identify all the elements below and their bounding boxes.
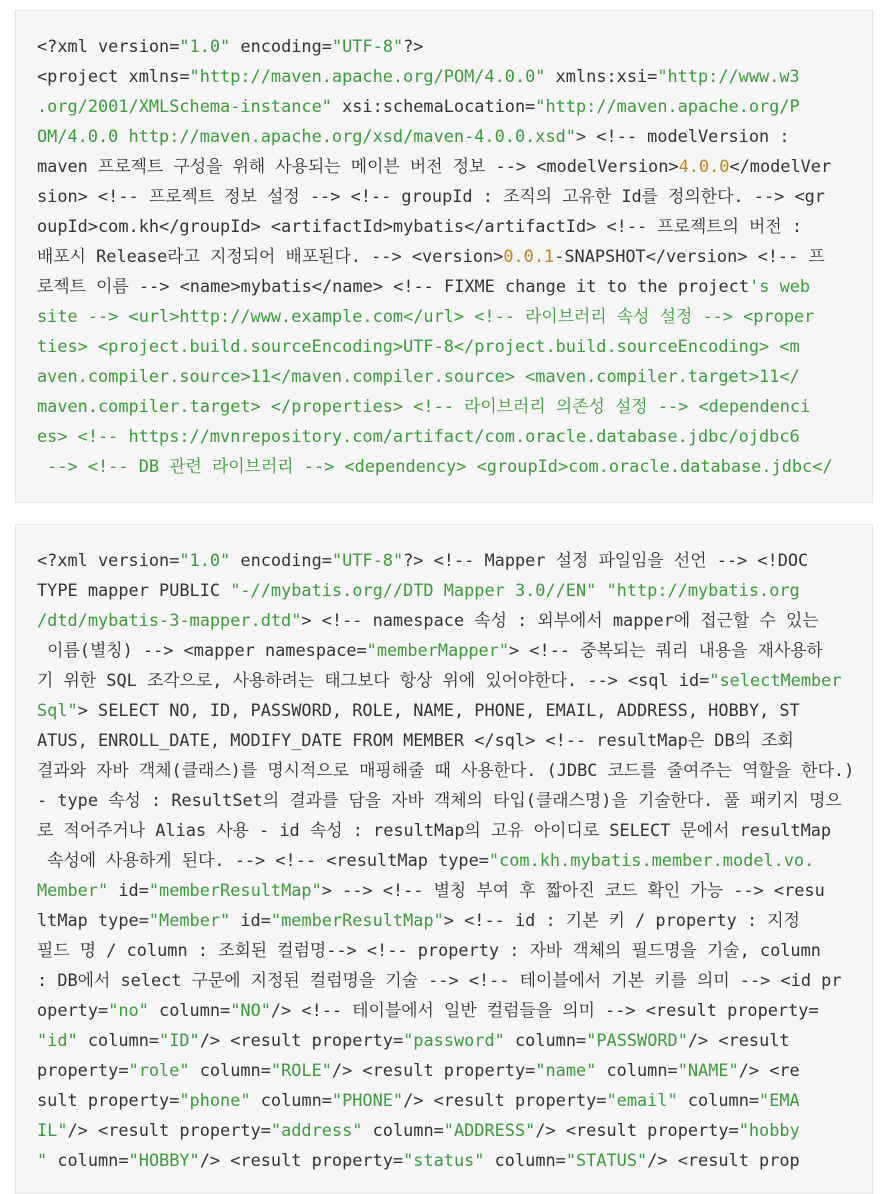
string-token: "id" [37, 1030, 78, 1050]
string-token: "ROLE" [270, 1060, 332, 1080]
code-line [37, 670, 842, 690]
string-token: "NAME" [677, 1060, 739, 1080]
string-token: "http://www.w3 [657, 66, 800, 86]
code-line [37, 820, 831, 840]
code-line [37, 1120, 800, 1140]
code-text [16, 11, 872, 481]
code-token: /> <result [687, 1030, 790, 1050]
code-token: ?> [403, 36, 424, 56]
code-token: operty= [37, 1000, 109, 1020]
code-token: ?> <!-- Mapper 설정 파일임을 선언 --> <!DOC [403, 550, 809, 570]
string-token: "Member" [148, 910, 231, 930]
code-line [37, 1090, 800, 1110]
code-token: sult property= [37, 1090, 180, 1110]
code-token: encoding= [230, 550, 332, 570]
code-token: encoding= [230, 36, 332, 56]
code-token: 기 위한 SQL 조각으로, 사용하려는 태그보다 항상 위에 있어야한다. --> <sql id= [37, 670, 710, 690]
code-token: 결과와 자바 객체(클래스)를 명시적으로 매핑해줄 때 사용한다. (JDBC 코드를 줄여주는 역할을 한다.) [37, 760, 855, 780]
string-token: "UTF-8" [331, 36, 404, 56]
string-token: "email" [606, 1090, 678, 1110]
code-line [37, 910, 800, 930]
string-token: ties> <project.build.sourceEncoding>UTF-8</project.build.sourceEncoding> <m [37, 336, 800, 356]
code-line [37, 880, 825, 900]
code-token: <?xml version= [37, 550, 180, 570]
code-token: 필드 명 / column : 조회된 컬럼명--> <!-- property : 자바 객체의 필드명을 기술, column [37, 940, 821, 960]
string-token: " [37, 1150, 48, 1170]
code-line [37, 1000, 819, 1020]
string-token: "address" [270, 1120, 363, 1140]
code-token: : DB에서 select 구문에 지정된 컬럼명을 기술 --> <!-- 테이블에서 기본 키를 의미 --> <id pr [37, 970, 842, 990]
string-token: "phone" [179, 1090, 251, 1110]
string-token: "EMA [759, 1090, 800, 1110]
string-token: "ID" [159, 1030, 200, 1050]
code-token: /> <result property= [199, 1030, 404, 1050]
string-token: "NO" [230, 1000, 271, 1020]
code-token: sion> <!-- 프로젝트 정보 설정 --> <!-- groupId : 조직의 고유한 Id를 정의한다. --> <gr [37, 186, 825, 206]
code-token: column= [189, 1060, 271, 1080]
string-token: "name" [535, 1060, 597, 1080]
code-line [37, 850, 814, 870]
string-token: "no" [108, 1000, 149, 1020]
string-token: "memberResultMap" [148, 880, 322, 900]
code-token: /> <result property= [403, 1090, 607, 1110]
string-token: site --> <url>http://www.example.com</url> <!-- 라이브러리 속성 설정 --> <proper [37, 306, 815, 326]
string-token: "ADDRESS" [443, 1120, 536, 1140]
code-line [37, 1060, 800, 1080]
code-token: /> <result property= [331, 1060, 536, 1080]
string-token: "hobby [738, 1120, 800, 1140]
code-line [37, 96, 800, 116]
code-token: column= [484, 1150, 566, 1170]
string-token: "PHONE" [331, 1090, 404, 1110]
code-token: 로 적어주거나 Alias 사용 - id 속성 : resultMap의 고유 아이디로 SELECT 문에서 resultMap [37, 820, 832, 840]
code-block-pom-xml [15, 10, 873, 503]
code-token: column= [77, 1030, 160, 1050]
string-token: "password" [403, 1030, 505, 1050]
code-line [37, 426, 800, 446]
code-token: column= [504, 1030, 587, 1050]
string-token: "status" [403, 1150, 485, 1170]
string-token: es> <!-- https://mvnrepository.com/artifact/com.oracle.database.jdbc/ojdbc6 [37, 426, 800, 446]
code-token: <project xmlns= [37, 66, 190, 86]
code-line [37, 610, 819, 630]
code-line [37, 66, 800, 86]
code-token: <?xml version= [37, 36, 180, 56]
code-token: > --> <!-- 별칭 부여 후 짧아진 코드 확인 가능 --> <resu [321, 880, 825, 900]
code-line [37, 940, 821, 960]
code-token: > <!-- modelVersion : [575, 126, 790, 146]
code-line [37, 126, 790, 146]
code-token [596, 580, 606, 600]
code-token: /> <result property= [535, 1120, 739, 1140]
code-token: > <!-- id : 기본 키 / property : 지정 [443, 910, 800, 930]
code-token: 속성에 사용하게 된다. --> <!-- <resultMap type= [37, 850, 489, 870]
code-token: TYPE mapper PUBLIC [37, 580, 231, 600]
string-token: .org/2001/XMLSchema-instance" [37, 96, 332, 116]
string-token: "selectMember [709, 670, 842, 690]
code-line [37, 1030, 790, 1050]
string-token: "1.0" [179, 550, 231, 570]
string-token: "http://maven.apache.org/P [535, 96, 800, 116]
code-line [37, 1150, 800, 1170]
code-token: /> <result prop [647, 1150, 800, 1170]
code-line [37, 216, 802, 236]
code-token: xmlns:xsi= [545, 66, 658, 86]
string-token: Member" [37, 880, 109, 900]
string-token: 's web [749, 276, 811, 296]
string-token: "-//mybatis.org//DTD Mapper 3.0//EN" [230, 580, 597, 600]
code-line [37, 640, 823, 660]
code-token: /> <result property= [199, 1150, 404, 1170]
code-token: -SNAPSHOT</version> <!-- 프 [554, 246, 825, 266]
number-token: 0.0.1 [503, 246, 555, 266]
code-line [37, 396, 810, 416]
string-token: maven.compiler.target> </properties> <!-- 라이브러리 의존성 설정 --> <dependenci [37, 396, 811, 416]
string-token: "memberResultMap" [270, 910, 444, 930]
string-token: IL" [37, 1120, 68, 1140]
code-token: maven 프로젝트 구성을 위해 사용되는 메이븐 버전 정보 --> <modelVersion> [37, 156, 679, 176]
code-token: - type 속성 : ResultSet의 결과를 담을 자바 객체의 타입(클래스명)을 기술한다. 풀 패키지 명으 [37, 790, 842, 810]
code-line [37, 580, 800, 600]
code-token: 로젝트 이름 --> <name>mybatis</name> <!-- FIXME change it to the project [37, 276, 750, 296]
code-token: /> <re [738, 1060, 800, 1080]
code-text [16, 525, 872, 1175]
code-line [37, 336, 800, 356]
code-line [37, 730, 794, 750]
string-token: "role" [128, 1060, 190, 1080]
code-token: </modelVer [729, 156, 832, 176]
code-line [37, 156, 831, 176]
code-token: /> <result property= [67, 1120, 271, 1140]
code-token: > SELECT NO, ID, PASSWORD, ROLE, NAME, PHONE, EMAIL, ADDRESS, HOBBY, ST [77, 700, 800, 720]
code-line [37, 550, 808, 570]
string-token: OM/4.0.0 http://maven.apache.org/xsd/maven-4.0.0.xsd" [37, 126, 576, 146]
code-token: column= [250, 1090, 332, 1110]
code-token: column= [677, 1090, 760, 1110]
code-line [37, 246, 825, 266]
code-token: xsi:schemaLocation= [331, 96, 536, 116]
code-token: > <!-- namespace 속성 : 외부에서 mapper에 접근할 수 있는 [301, 610, 819, 630]
code-token: id= [108, 880, 149, 900]
code-block-mapper-xml [15, 524, 873, 1194]
code-token: 배포시 Release라고 지정되어 배포된다. --> <version> [37, 246, 504, 266]
code-line [37, 276, 810, 296]
string-token: Sql" [37, 700, 78, 720]
code-line [37, 790, 842, 810]
code-line [37, 306, 814, 326]
string-token: "http://maven.apache.org/POM/4.0.0" [189, 66, 546, 86]
string-token: "STATUS" [565, 1150, 648, 1170]
code-token: > <!-- 중복되는 쿼리 내용을 재사용하 [509, 640, 823, 660]
code-token: ltMap type= [37, 910, 149, 930]
code-token: id= [230, 910, 271, 930]
code-line [37, 970, 842, 990]
code-line [37, 760, 854, 780]
code-line [37, 456, 833, 476]
string-token: /dtd/mybatis-3-mapper.dtd" [37, 610, 302, 630]
string-token: "PASSWORD" [586, 1030, 688, 1050]
string-token: --> <!-- DB 관련 라이브러리 --> <dependency> <groupId>com.oracle.database.jdbc</ [37, 456, 833, 476]
string-token: "com.kh.mybatis.member.model.vo. [488, 850, 815, 870]
string-token: "memberMapper" [366, 640, 510, 660]
string-token: aven.compiler.source>11</maven.compiler.source> <maven.compiler.target>11</ [37, 366, 800, 386]
string-token: "HOBBY" [128, 1150, 200, 1170]
number-token: 4.0.0 [678, 156, 730, 176]
code-token: /> <!-- 테이블에서 일반 컬럼들을 의미 --> <result property= [270, 1000, 819, 1020]
string-token: "UTF-8" [331, 550, 404, 570]
code-line [37, 186, 825, 206]
code-token: property= [37, 1060, 129, 1080]
string-token: "http://mybatis.org [606, 580, 800, 600]
code-token: column= [362, 1120, 444, 1140]
code-token: column= [47, 1150, 129, 1170]
code-line [37, 36, 423, 56]
code-token: oupId>com.kh</groupId> <artifactId>mybatis</artifactId> <!-- 프로젝트의 버전 : [37, 216, 803, 236]
code-line [37, 366, 800, 386]
code-line [37, 700, 800, 720]
code-token: column= [596, 1060, 678, 1080]
code-token: column= [148, 1000, 231, 1020]
string-token: "1.0" [179, 36, 231, 56]
code-token: ATUS, ENROLL_DATE, MODIFY_DATE FROM MEMBER </sql> <!-- resultMap은 DB의 조회 [37, 730, 794, 750]
code-token: 이름(별칭) --> <mapper namespace= [37, 640, 367, 660]
